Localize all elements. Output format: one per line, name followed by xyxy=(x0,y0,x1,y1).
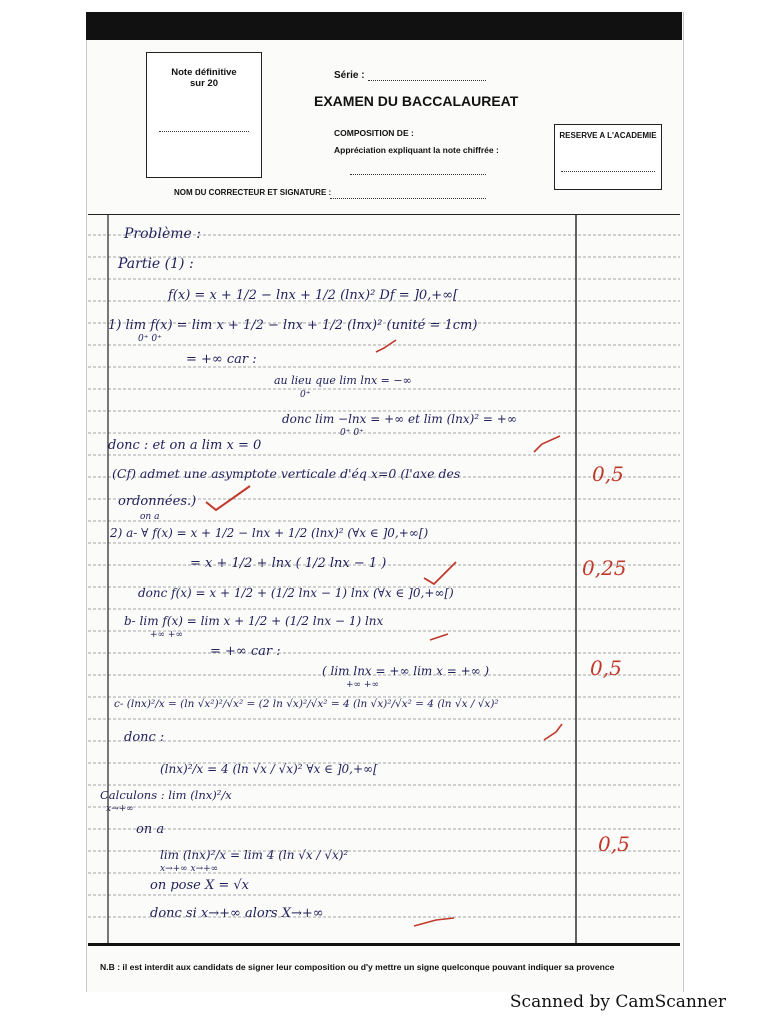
exam-title: EXAMEN DU BACCALAUREAT xyxy=(314,93,519,109)
answer-line: c- (lnx)²/x = (ln √x²)²/√x² = (2 ln √x)²/√x² = 4 (ln √x)²/√x² = 4 (ln √x / √x)² xyxy=(114,698,499,710)
answer-line: x→+∞ x→+∞ xyxy=(160,864,219,874)
margin-grade: 0,5 xyxy=(592,462,624,486)
answer-line: donc f(x) = x + 1/2 + (1/2 lnx − 1) lnx (∀x ∈ ]0,+∞[) xyxy=(138,586,454,600)
note-box xyxy=(146,52,262,178)
appreciation-dotline xyxy=(350,174,486,175)
answer-line: = +∞ car : xyxy=(210,644,281,659)
correcteur-dotline xyxy=(330,198,486,199)
scan-top-edge xyxy=(86,12,682,40)
answer-line: donc : xyxy=(124,730,165,745)
answer-line: lim (lnx)²/x = lim 4 (ln √x / √x)² xyxy=(160,848,349,862)
correcteur-label: NOM DU CORRECTEUR ET SIGNATURE : xyxy=(174,188,332,197)
answer-line: (lnx)²/x = 4 (ln √x / √x)² ∀x ∈ ]0,+∞[ xyxy=(160,762,378,776)
answer-line: au lieu que lim lnx = −∞ xyxy=(274,374,412,387)
answer-line: donc si x→+∞ alors X→+∞ xyxy=(150,906,324,921)
reserve-label: RESERVE A L'ACADEMIE xyxy=(559,131,657,140)
answer-line: 0⁺ xyxy=(300,390,311,400)
serie-label: Série : xyxy=(334,70,365,81)
answer-line: on a xyxy=(140,512,160,522)
answer-line: 0⁺ 0⁺ xyxy=(138,334,162,344)
answer-line: ordonnées.) xyxy=(118,494,197,509)
note-box-dotline xyxy=(159,131,249,132)
answer-line: Partie (1) : xyxy=(118,256,194,272)
answer-line: 0⁺ 0⁺ xyxy=(340,428,364,438)
answer-line: on a xyxy=(136,822,165,837)
margin-grade: 0,25 xyxy=(582,556,627,580)
margin-grade: 0,5 xyxy=(598,832,630,856)
answer-line: 2) a- ∀ f(x) = x + 1/2 − lnx + 1/2 (lnx)² (∀x ∈ ]0,+∞[) xyxy=(110,526,429,540)
answer-line: (Cf) admet une asymptote verticale d'éq x=0 (l'axe des xyxy=(112,466,461,481)
answer-line: +∞ +∞ xyxy=(150,630,183,640)
note-box-title: Note définitive sur 20 xyxy=(171,67,237,89)
answer-line: +∞ +∞ xyxy=(346,680,379,690)
answer-line: = x + 1/2 + lnx ( 1/2 lnx − 1 ) xyxy=(190,556,387,571)
camscanner-watermark: Scanned by CamScanner xyxy=(509,992,726,1012)
answer-line: Problème : xyxy=(124,226,201,242)
answer-line: donc : et on a lim x = 0 xyxy=(108,438,262,453)
answer-line: on pose X = √x xyxy=(150,878,250,893)
margin-grade: 0,5 xyxy=(590,656,622,680)
answer-line: x→+∞ xyxy=(106,804,134,814)
serie-dotline xyxy=(368,80,486,81)
answer-line: f(x) = x + 1/2 − lnx + 1/2 (lnx)² Df = ]0,+∞[ xyxy=(168,288,459,303)
footer-note: N.B : il est interdit aux candidats de signer leur composition ou d'y mettre un signe quelconque pouvant indiquer sa provence xyxy=(100,962,615,972)
reserve-dotline xyxy=(561,171,655,172)
appreciation-label: Appréciation expliquant la note chiffrée : xyxy=(334,145,499,155)
answer-line: 1) lim f(x) = lim x + 1/2 − lnx + 1/2 (lnx)² (unité = 1cm) xyxy=(108,318,478,333)
composition-label: COMPOSITION DE : xyxy=(334,128,414,138)
answer-line: donc lim −lnx = +∞ et lim (lnx)² = +∞ xyxy=(282,412,517,426)
reserve-box xyxy=(554,124,662,190)
answer-line: b- lim f(x) = lim x + 1/2 + (1/2 lnx − 1) lnx xyxy=(124,614,384,628)
answer-line: = +∞ car : xyxy=(186,352,257,367)
answer-line: ( lim lnx = +∞ lim x = +∞ ) xyxy=(322,664,490,678)
answer-line: Calculons : lim (lnx)²/x xyxy=(100,788,232,802)
